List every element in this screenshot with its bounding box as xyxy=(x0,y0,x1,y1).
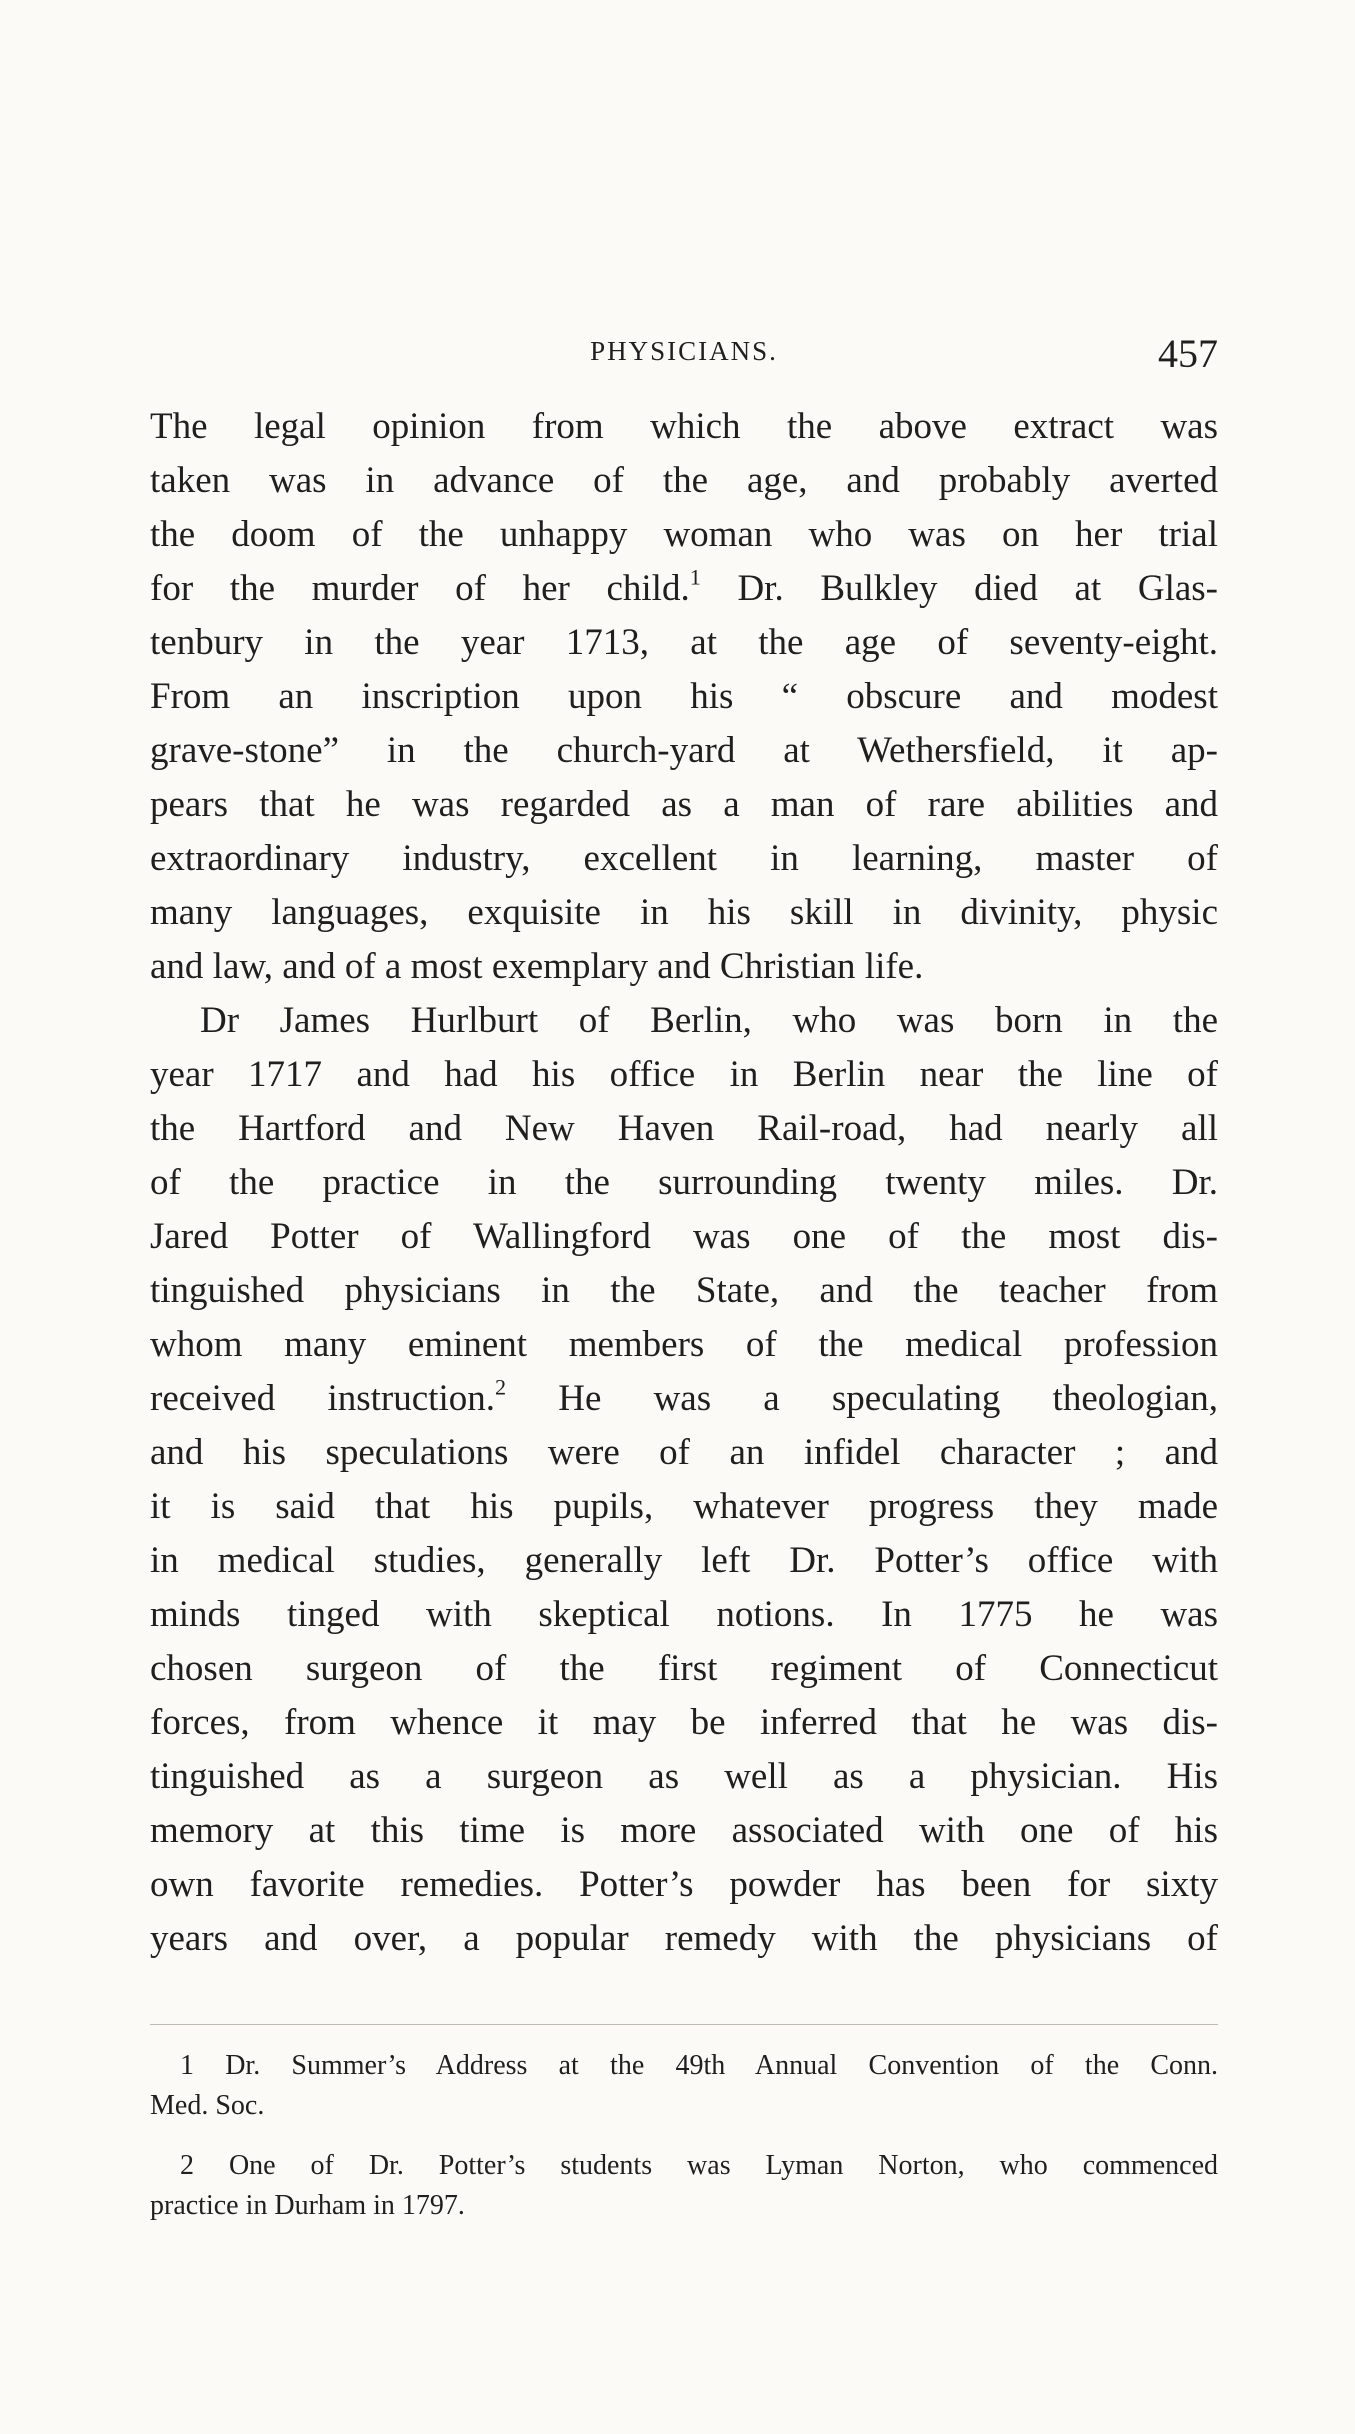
text-line: whom many eminent members of the medical profession xyxy=(150,1324,1218,1365)
text-line: received instruction.$^2$ He was a speculating theologian, xyxy=(150,1374,1218,1419)
text-line: memory at this time is more associated with one of his xyxy=(150,1810,1218,1851)
page-number: 457 xyxy=(1158,331,1218,376)
footnotes xyxy=(150,2046,1218,2226)
text-line: grave-stone” in the church-yard at Wethersfield, it ap- xyxy=(150,730,1218,771)
text-line: own favorite remedies. Potter’s powder has been for sixty xyxy=(150,1864,1218,1905)
text-line: tinguished physicians in the State, and the teacher from xyxy=(150,1270,1218,1311)
text-line: and law, and of a most exemplary and Christian life. xyxy=(150,946,924,987)
running-title: PHYSICIANS. xyxy=(590,336,778,366)
footnote-ref-2: 2 xyxy=(494,1374,507,1400)
text-line: taken was in advance of the age, and probably averted xyxy=(150,460,1218,501)
text-line: Jared Potter of Wallingford was one of the most dis- xyxy=(150,1216,1218,1257)
footnote-ref-1: 1 xyxy=(689,564,701,590)
body-text xyxy=(150,400,1218,1966)
text-line: tinguished as a surgeon as well as a physician. His xyxy=(150,1756,1218,1797)
text-line: year 1717 and had his office in Berlin near the line of xyxy=(150,1054,1218,1095)
text-line: the Hartford and New Haven Rail-road, had nearly all xyxy=(150,1108,1218,1149)
footnote-1: 1 Dr. Summer’s Address at the 49th Annual Convention of the Conn. xyxy=(180,2050,1218,2081)
footnote-1-continued: Med. Soc. xyxy=(150,2090,265,2121)
text-line: many languages, exquisite in his skill in divinity, physic xyxy=(150,892,1218,933)
text-line: extraordinary industry, excellent in learning, master of xyxy=(150,838,1218,879)
text-line: years and over, a popular remedy with the physicians of xyxy=(150,1918,1218,1959)
footnote-divider xyxy=(150,2024,1218,2025)
text-line: pears that he was regarded as a man of rare abilities and xyxy=(150,784,1218,825)
text-line: forces, from whence it may be inferred that he was dis- xyxy=(150,1702,1218,1743)
footnote-spacer xyxy=(150,2126,1218,2146)
text-line: of the practice in the surrounding twenty miles. Dr. xyxy=(150,1162,1218,1203)
text-line: in medical studies, generally left Dr. Potter’s office with xyxy=(150,1540,1218,1581)
text-line: tenbury in the year 1713, at the age of seventy-eight. xyxy=(150,622,1218,663)
text-line: The legal opinion from which the above extract was xyxy=(150,406,1218,447)
text-line: chosen surgeon of the first regiment of Connecticut xyxy=(150,1648,1218,1689)
text-line: Dr James Hurlburt of Berlin, who was born in the xyxy=(200,1000,1218,1041)
text-line: From an inscription upon his “ obscure and modest xyxy=(150,676,1218,717)
text-line: it is said that his pupils, whatever progress they made xyxy=(150,1486,1218,1527)
footnote-2-continued: practice in Durham in 1797. xyxy=(150,2190,465,2221)
running-head xyxy=(150,330,1218,390)
text-line: for the murder of her child.$^1$ Dr. Bulkley died at Glas- xyxy=(150,564,1218,609)
text-line: minds tinged with skeptical notions. In 1775 he was xyxy=(150,1594,1218,1635)
footnote-2: 2 One of Dr. Potter’s students was Lyman Norton, who commenced xyxy=(180,2150,1218,2181)
text-line: the doom of the unhappy woman who was on her trial xyxy=(150,514,1218,555)
text-line: and his speculations were of an infidel character ; and xyxy=(150,1432,1218,1473)
